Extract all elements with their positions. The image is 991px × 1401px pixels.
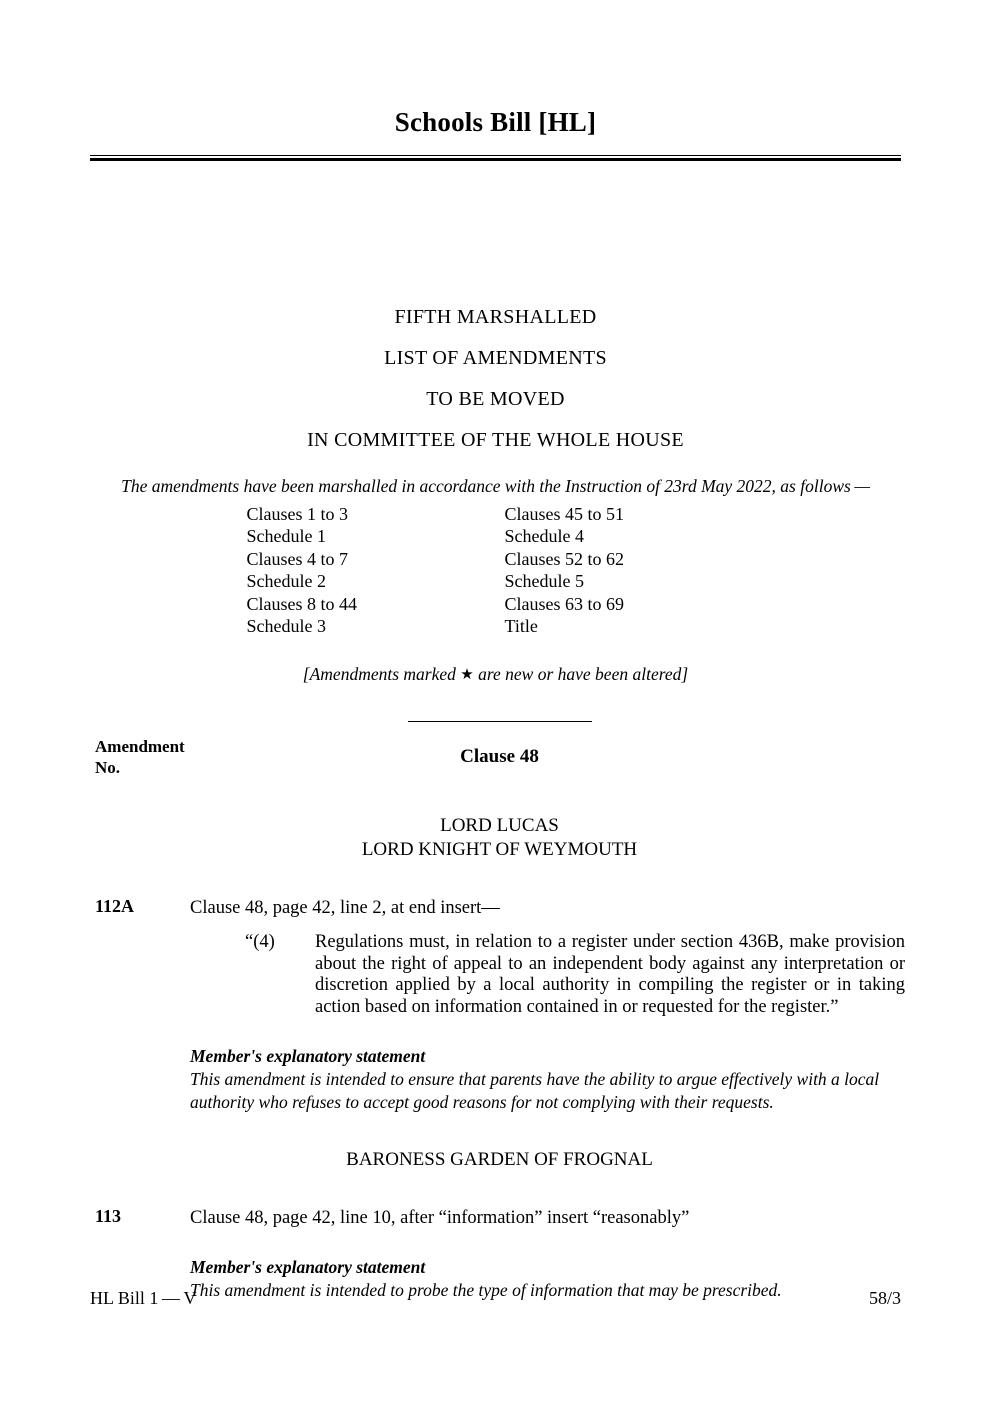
amendment-number: 113	[95, 1205, 122, 1226]
marshalling-item: Clauses 8 to 44	[246, 593, 357, 614]
marshalling-item: Schedule 3	[246, 616, 326, 637]
amendment-no-label	[95, 736, 185, 779]
sponsor-name: LORD LUCAS	[440, 815, 559, 837]
heading-line-1: FIFTH MARSHALLED	[394, 305, 597, 328]
sponsor-group-2	[90, 1148, 901, 1172]
marshalling-left-column	[247, 503, 505, 638]
star-icon: ★	[460, 666, 474, 683]
amendment-quote-text: Regulations must, in relation to a register under section 436B, make provision about the right of appeal to an independent body against any interpretation or discretion applied by a local authority in compiling the register or in taking action based on information contained in or requested for the register.”	[315, 931, 905, 1018]
marshalling-instruction: The amendments have been marshalled in accordance with the Instruction of 23rd May 2022, as follows —	[121, 475, 870, 496]
marshalling-clause-table	[90, 503, 901, 638]
star-legend-open-bracket: [	[302, 663, 310, 684]
marshalling-item: Title	[504, 616, 538, 637]
sponsor-name: LORD KNIGHT OF WEYMOUTH	[361, 838, 638, 860]
explanatory-statement-body: This amendment is intended to ensure that parents have the ability to argue effectively with a local authority who refuses to accept good reasons for not complying with their requests.	[190, 1068, 880, 1112]
page-title: Schools Bill [HL]	[394, 107, 597, 137]
marshalling-item: Clauses 4 to 7	[246, 548, 348, 569]
explanatory-statement-title: Member's explanatory statement	[190, 1256, 426, 1277]
marshalling-item: Schedule 4	[504, 526, 584, 547]
page-footer	[90, 1288, 901, 1309]
amendment-quote-block	[245, 932, 905, 1019]
explanatory-statement-title: Member's explanatory statement	[190, 1046, 426, 1067]
amendment-no-label-line1: Amendment	[95, 737, 185, 757]
marshalling-item: Clauses 52 to 62	[504, 548, 624, 569]
title-divider	[90, 155, 901, 161]
sponsor-name: BARONESS GARDEN OF FROGNAL	[346, 1148, 653, 1170]
footer-page-number: 58/3	[868, 1288, 901, 1308]
divider-rule-thin	[90, 155, 901, 156]
explanatory-statement-body: This amendment is intended to probe the type of information that may be prescribed.	[190, 1279, 782, 1300]
heading-line-2: LIST OF AMENDMENTS	[384, 346, 607, 369]
amendment-no-label-line2: No.	[95, 758, 121, 778]
amendment-lead-text: Clause 48, page 42, line 2, at end insert—	[190, 897, 500, 918]
sponsor-group-1	[90, 814, 901, 862]
list-headings	[90, 307, 901, 450]
marshalling-item: Clauses 63 to 69	[504, 593, 624, 614]
star-legend-close-bracket: ]	[681, 663, 689, 684]
marshalling-right-column	[505, 503, 745, 638]
marshalling-item: Schedule 5	[504, 571, 584, 592]
clause-heading: Clause 48	[460, 746, 539, 768]
star-legend	[90, 664, 901, 685]
amendment-number: 112A	[95, 895, 135, 916]
heading-line-4: IN COMMITTEE OF THE WHOLE HOUSE	[307, 428, 684, 451]
amendment-column-header	[90, 736, 901, 780]
divider-rule-thick	[90, 158, 901, 161]
marshalling-item: Clauses 1 to 3	[246, 503, 348, 524]
star-legend-before-text: Amendments marked	[309, 663, 461, 684]
marshalling-item: Clauses 45 to 51	[504, 503, 624, 524]
marshalling-item: Schedule 2	[246, 571, 326, 592]
footer-bill-reference: HL Bill 1 — V	[90, 1288, 197, 1308]
heading-line-3: TO BE MOVED	[426, 387, 565, 410]
marshalling-item: Schedule 1	[246, 526, 326, 547]
explanatory-statement	[190, 1045, 910, 1114]
amendment-112A	[90, 895, 905, 1114]
section-divider-rule	[408, 721, 592, 723]
amendment-lead-text: Clause 48, page 42, line 10, after “information” insert “reasonably”	[190, 1207, 690, 1228]
amendment-quote-marker: “(4)	[245, 931, 275, 952]
section-divider	[90, 721, 901, 723]
star-legend-after-text: are new or have been altered	[473, 663, 682, 684]
